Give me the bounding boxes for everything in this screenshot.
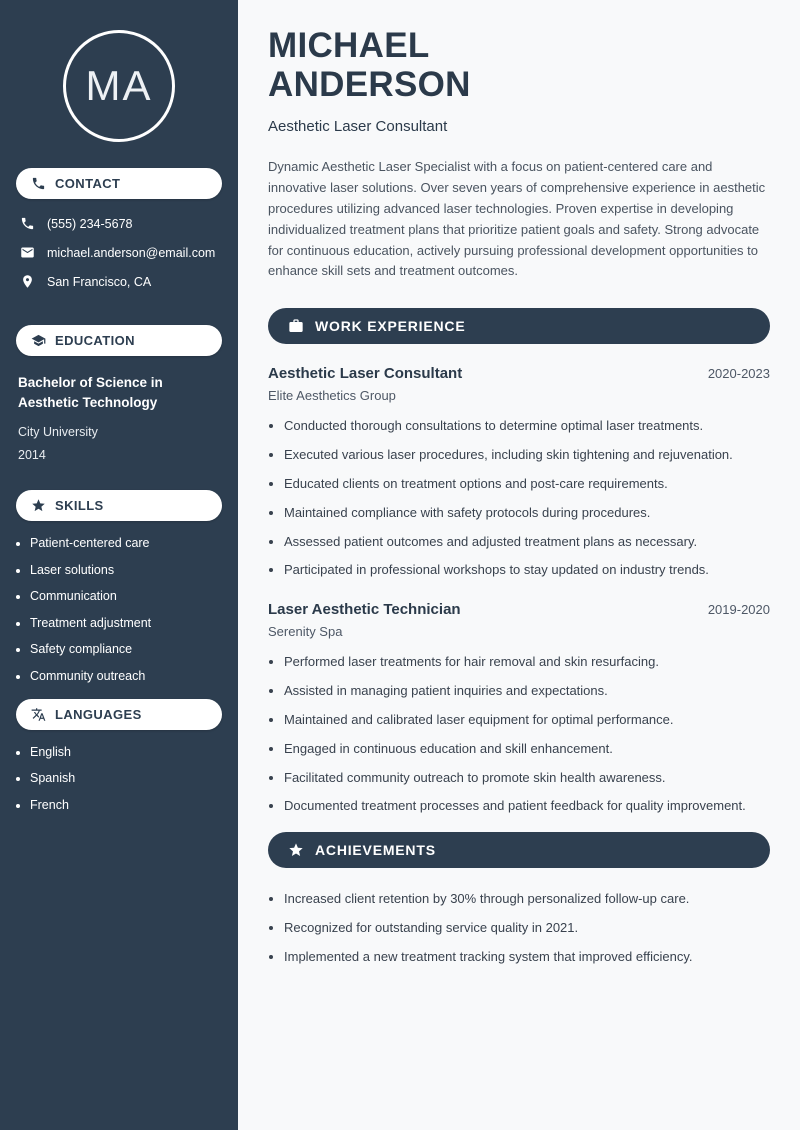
education-degree: Bachelor of Science in Aesthetic Technology bbox=[18, 375, 163, 411]
languages-list bbox=[16, 745, 222, 812]
phone-icon bbox=[31, 176, 46, 191]
language-item: • French bbox=[30, 798, 222, 812]
skill-item: • Treatment adjustment bbox=[30, 616, 222, 630]
contact-list bbox=[0, 214, 238, 313]
job-entry bbox=[268, 365, 770, 580]
main-content bbox=[238, 0, 800, 1130]
skill-item: • Communication bbox=[30, 589, 222, 603]
languages-header-label: LANGUAGES bbox=[55, 706, 142, 722]
skills-list bbox=[16, 536, 222, 683]
job-bullet: • Maintained and calibrated laser equipment for optimal performance. bbox=[284, 711, 770, 730]
star-icon bbox=[288, 842, 304, 858]
job-bullet: • Executed various laser procedures, including skin tightening and rejuvenation. bbox=[284, 446, 770, 465]
job-title: Aesthetic Laser Consultant bbox=[268, 365, 463, 383]
briefcase-icon bbox=[288, 318, 304, 334]
contact-phone-value: (555) 234-5678 bbox=[47, 216, 133, 231]
language-item: • English bbox=[30, 745, 222, 759]
job-company: Elite Aesthetics Group bbox=[268, 388, 396, 404]
contact-section-header bbox=[16, 168, 222, 199]
languages-section-header bbox=[16, 699, 222, 730]
location-pin-icon bbox=[20, 274, 35, 289]
contact-email-value: michael.anderson@email.com bbox=[47, 245, 216, 260]
contact-location-row bbox=[20, 274, 224, 289]
name-first: MICHAEL bbox=[268, 26, 430, 65]
education-section-header bbox=[16, 325, 222, 356]
job-entry bbox=[268, 601, 770, 816]
education-school: City University bbox=[18, 424, 98, 439]
star-icon bbox=[31, 498, 46, 513]
sidebar bbox=[0, 0, 238, 1130]
skill-item: • Patient-centered care bbox=[30, 536, 222, 550]
job-bullet: • Assessed patient outcomes and adjusted treatment plans as necessary. bbox=[284, 533, 770, 552]
education-entry bbox=[0, 371, 238, 476]
achievement-item: • Increased client retention by 30% through personalized follow-up care. bbox=[284, 890, 770, 909]
job-bullet: • Engaged in continuous education and skill enhancement. bbox=[284, 740, 770, 759]
job-bullet-list bbox=[268, 417, 770, 580]
work-experience-section-header bbox=[268, 308, 770, 344]
headline-title: Aesthetic Laser Consultant bbox=[268, 118, 448, 136]
contact-phone-row bbox=[20, 216, 224, 231]
avatar-initials: MA bbox=[85, 62, 153, 109]
name-last: ANDERSON bbox=[268, 65, 471, 105]
achievements-section-header bbox=[268, 832, 770, 868]
graduation-cap-icon bbox=[31, 333, 46, 348]
phone-icon bbox=[20, 216, 35, 231]
name-heading bbox=[268, 26, 770, 104]
job-dates: 2019-2020 bbox=[707, 602, 770, 618]
job-dates: 2020-2023 bbox=[707, 366, 770, 382]
contact-email-row bbox=[20, 245, 224, 260]
achievement-item: • Implemented a new treatment tracking system that improved efficiency. bbox=[284, 948, 770, 967]
job-bullet: • Assisted in managing patient inquiries and expectations. bbox=[284, 682, 770, 701]
job-bullet: • Performed laser treatments for hair removal and skin resurfacing. bbox=[284, 653, 770, 672]
job-header bbox=[268, 365, 770, 382]
contact-location-value: San Francisco, CA bbox=[47, 274, 152, 289]
job-bullet: • Maintained compliance with safety protocols during procedures. bbox=[284, 504, 770, 523]
work-experience-header-label: WORK EXPERIENCE bbox=[315, 318, 466, 335]
skill-item: • Community outreach bbox=[30, 669, 222, 683]
skills-header-label: SKILLS bbox=[55, 498, 104, 513]
skills-section-header bbox=[16, 490, 222, 521]
translate-icon bbox=[31, 707, 46, 722]
job-bullet: • Educated clients on treatment options and post-care requirements. bbox=[284, 475, 770, 494]
job-bullet: • Conducted thorough consultations to determine optimal laser treatments. bbox=[284, 417, 770, 436]
achievements-header-label: ACHIEVEMENTS bbox=[315, 842, 436, 859]
job-bullet: • Facilitated community outreach to promote skin health awareness. bbox=[284, 769, 770, 788]
mail-icon bbox=[20, 245, 35, 260]
job-title: Laser Aesthetic Technician bbox=[268, 601, 461, 619]
education-year: 2014 bbox=[18, 448, 46, 463]
job-bullet-list bbox=[268, 653, 770, 816]
skill-item: • Laser solutions bbox=[30, 563, 222, 577]
job-bullet: • Documented treatment processes and patient feedback for quality improvement. bbox=[284, 797, 770, 816]
job-header bbox=[268, 601, 770, 618]
skill-item: • Safety compliance bbox=[30, 642, 222, 656]
job-company: Serenity Spa bbox=[268, 624, 343, 640]
contact-header-label: CONTACT bbox=[55, 176, 121, 191]
language-item: • Spanish bbox=[30, 771, 222, 785]
education-header-label: EDUCATION bbox=[55, 333, 135, 348]
achievement-item: • Recognized for outstanding service quality in 2021. bbox=[284, 919, 770, 938]
summary-paragraph: Dynamic Aesthetic Laser Specialist with a focus on patient-centered care and innovative laser solutions. Over seven years of comprehensive experience in aesthetic procedures utilizing advanced laser technologies. Proven expertise in developing individualized treatment plans that prioritize patient goals and safety. Strong advocate for continuous education, actively pursuing professional development opportunities to enhance skill sets and treatment outcomes. bbox=[268, 159, 766, 279]
avatar bbox=[63, 30, 175, 142]
achievements-list bbox=[268, 890, 770, 967]
job-bullet: • Participated in professional workshops to stay updated on industry trends. bbox=[284, 561, 770, 580]
